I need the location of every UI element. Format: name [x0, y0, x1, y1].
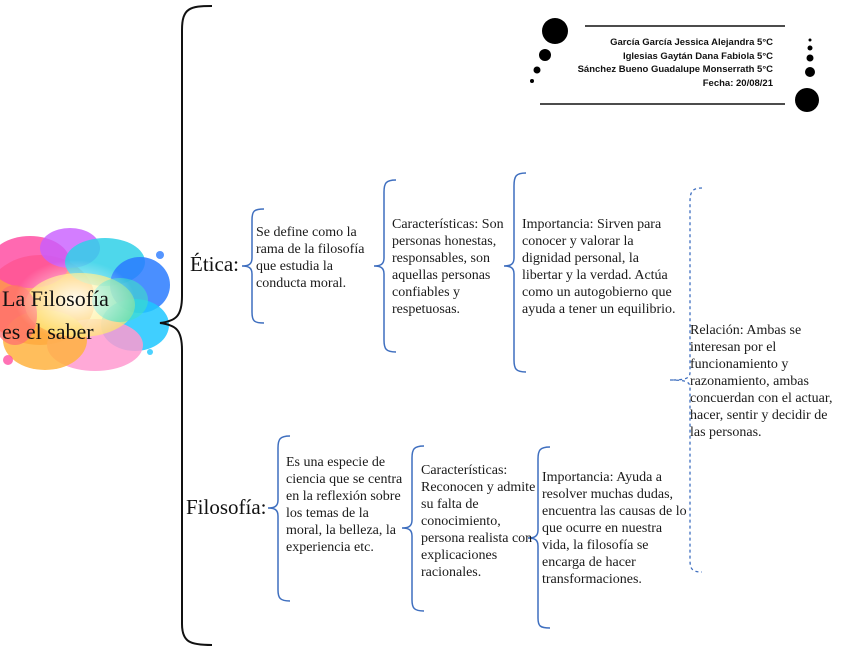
relacion-text: Relación: Ambas se interesan por el funcionamiento y razonamiento, ambas concuerdan con el actuar, hacer, sentir y decidir de las personas. — [690, 323, 833, 440]
author-line-3: Sánchez Bueno Guadalupe Monserrath 5°C — [577, 64, 773, 75]
etica-definition: Se define como la rama de la filosofía que estudia la conducta moral. — [256, 225, 365, 291]
central-title-line-2: es el saber — [2, 319, 94, 344]
filosofia-label: Filosofía: — [186, 495, 267, 519]
central-title-line-1: La Filosofía — [2, 286, 109, 311]
filosofia-definition: Es una especie de ciencia que se centra en la reflexión sobre los temas de la moral, la belleza, la experiencia etc. — [286, 455, 403, 555]
author-line-2: Iglesias Gaytán Dana Fabiola 5°C — [622, 50, 773, 62]
etica-caracteristicas: Características: Son personas honestas, responsables, son aquellas personas confiables y respetuosas. — [392, 217, 504, 317]
filosofia-caracteristicas: Características: Reconocen y admite su falta de conocimiento, persona realista con explicaciones racionales. — [421, 463, 536, 580]
author-block — [555, 36, 773, 90]
header-dots-right — [795, 39, 819, 113]
filosofia-importancia: Importancia: Ayuda a resolver muchas dudas, encuentra las causas de lo que ocurre en nuestra vida, la filosofía se encarga de hacer transformaciones. — [542, 470, 687, 587]
author-line-1: García García Jessica Alejandra 5°C — [610, 37, 773, 48]
etica-importancia: Importancia: Sirven para conocer y valorar la dignidad personal, la libertar y la verdad. Actúa como un autogobierno que ayuda a tener un equilibrio. — [522, 217, 676, 317]
date-line: Fecha: 20/08/21 — [702, 77, 773, 89]
central-title — [2, 282, 162, 348]
etica-label: Ética: — [190, 252, 239, 276]
main-bracket — [160, 6, 212, 645]
